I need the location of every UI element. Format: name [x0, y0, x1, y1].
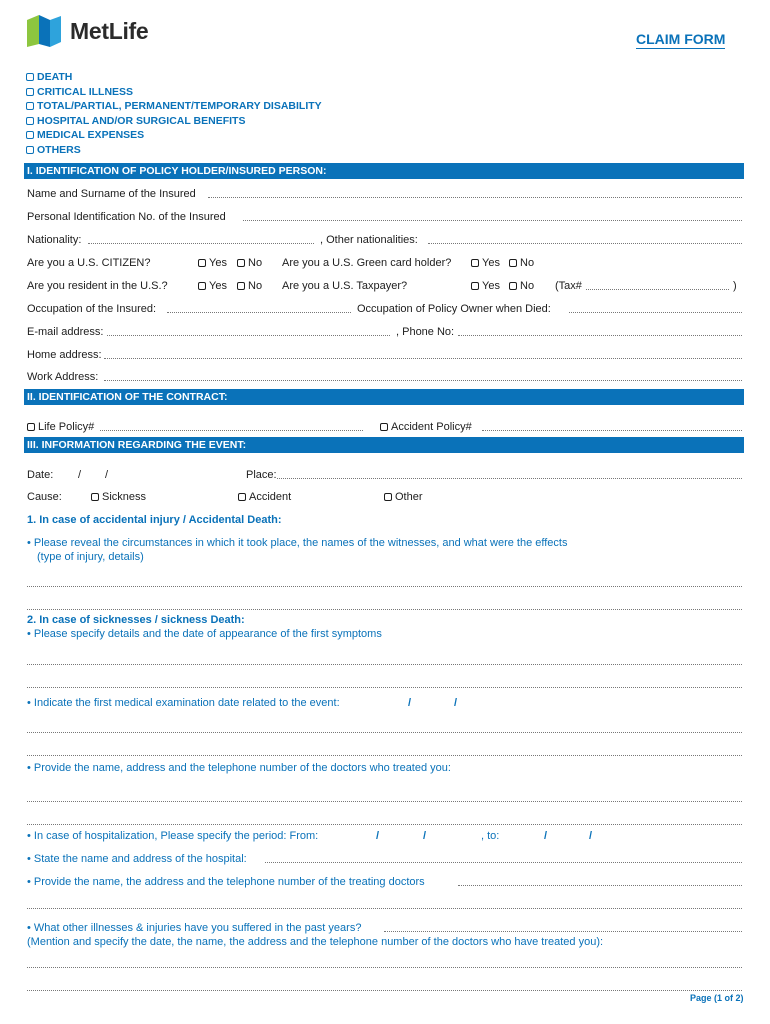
q1-text: • Please reveal the circumstances in which it took place, the names of the witnesses, and what were the effects	[27, 537, 568, 549]
us-resident-yes[interactable]: Yes	[198, 280, 227, 292]
checkbox[interactable]	[380, 423, 388, 431]
checkbox[interactable]	[238, 493, 246, 501]
personal-id-field[interactable]	[243, 220, 742, 221]
checkbox[interactable]	[471, 259, 479, 267]
treating-doctors-field[interactable]	[458, 885, 742, 886]
taxpayer-no[interactable]: No	[509, 280, 534, 292]
q2-text: • Please specify details and the date of appearance of the first symptoms	[27, 628, 382, 640]
checkbox[interactable]	[26, 146, 34, 154]
label-phone: , Phone No:	[396, 326, 455, 338]
label-work-address: Work Address:	[27, 371, 99, 383]
life-policy-option[interactable]: Life Policy#	[27, 421, 94, 433]
illnesses-field[interactable]	[384, 931, 742, 932]
checkbox[interactable]	[26, 88, 34, 96]
checkbox[interactable]	[91, 493, 99, 501]
illnesses-label: • What other illnesses & injuries have you suffered in the past years?	[27, 922, 362, 934]
label-us-taxpayer: Are you a U.S. Taxpayer?	[282, 280, 408, 292]
q1-text-cont: (type of injury, details)	[37, 551, 144, 563]
green-card-yes[interactable]: Yes	[471, 257, 500, 269]
checkbox[interactable]	[237, 282, 245, 290]
claim-type-item[interactable]: OTHERS	[26, 143, 322, 158]
tax-number-field[interactable]	[586, 289, 729, 290]
date-separator: /	[544, 830, 548, 842]
hospitalization-label: • In case of hospitalization, Please specify the period: From:	[27, 830, 319, 842]
label-other-nationalities: , Other nationalities:	[320, 234, 418, 246]
date-separator: /	[105, 469, 109, 481]
claim-type-item[interactable]: DEATH	[26, 70, 322, 85]
checkbox[interactable]	[26, 73, 34, 81]
label-date: Date:	[27, 469, 54, 481]
label-email: E-mail address:	[27, 326, 104, 338]
green-card-no[interactable]: No	[509, 257, 534, 269]
label-insured-name: Name and Surname of the Insured	[27, 188, 196, 200]
life-policy-field[interactable]	[100, 430, 363, 431]
hospital-field[interactable]	[265, 862, 742, 863]
us-citizen-no[interactable]: No	[237, 257, 262, 269]
section-2-header: II. IDENTIFICATION OF THE CONTRACT:	[24, 389, 744, 405]
exam-date-label: • Indicate the first medical examination date related to the event:	[27, 697, 340, 709]
section-3-header: III. INFORMATION REGARDING THE EVENT:	[24, 437, 744, 453]
checkbox[interactable]	[27, 423, 35, 431]
label-occupation-owner: Occupation of Policy Owner when Died:	[357, 303, 551, 315]
date-separator: /	[408, 697, 412, 709]
cause-sickness[interactable]: Sickness	[91, 491, 146, 503]
q1-answer-line[interactable]	[27, 586, 742, 587]
illnesses-answer-line[interactable]	[27, 967, 742, 968]
doctors-label: • Provide the name, address and the telephone number of the doctors who treated you:	[27, 762, 451, 774]
checkbox[interactable]	[237, 259, 245, 267]
q2-title: 2. In case of sicknesses / sickness Death:	[27, 614, 245, 626]
checkbox[interactable]	[26, 102, 34, 110]
checkbox[interactable]	[509, 259, 517, 267]
section-1-header: I. IDENTIFICATION OF POLICY HOLDER/INSURED PERSON:	[24, 163, 744, 179]
claim-type-list	[26, 70, 322, 157]
place-field[interactable]	[277, 478, 742, 479]
us-resident-no[interactable]: No	[237, 280, 262, 292]
q2-answer-line[interactable]	[27, 664, 742, 665]
accident-policy-option[interactable]: Accident Policy#	[380, 421, 472, 433]
home-address-field[interactable]	[104, 358, 742, 359]
occupation-owner-field[interactable]	[569, 312, 742, 313]
label-green-card: Are you a U.S. Green card holder?	[282, 257, 452, 269]
cause-accident[interactable]: Accident	[238, 491, 291, 503]
label-place: Place:	[246, 469, 277, 481]
date-separator: /	[589, 830, 593, 842]
exam-answer-line[interactable]	[27, 755, 742, 756]
q1-title: 1. In case of accidental injury / Accidental Death:	[27, 514, 282, 526]
checkbox[interactable]	[26, 131, 34, 139]
page-number: Page (1 of 2)	[690, 993, 744, 1003]
tax-close-paren: )	[733, 280, 737, 292]
label-home-address: Home address:	[27, 349, 102, 361]
illnesses-label-cont: (Mention and specify the date, the name, the address and the telephone number of the doctors who have treated you):	[27, 936, 604, 948]
checkbox[interactable]	[384, 493, 392, 501]
q1-answer-line[interactable]	[27, 609, 742, 610]
email-field[interactable]	[107, 335, 390, 336]
hospital-label: • State the name and address of the hospital:	[27, 853, 247, 865]
cause-other[interactable]: Other	[384, 491, 423, 503]
checkbox[interactable]	[198, 259, 206, 267]
brand-name: MetLife	[70, 17, 149, 44]
exam-answer-line[interactable]	[27, 732, 742, 733]
insured-name-field[interactable]	[208, 197, 742, 198]
label-personal-id: Personal Identification No. of the Insured	[27, 211, 226, 223]
date-separator: /	[454, 697, 458, 709]
phone-field[interactable]	[458, 335, 742, 336]
metlife-logo-icon	[26, 14, 62, 48]
checkbox[interactable]	[198, 282, 206, 290]
label-us-resident: Are you resident in the U.S.?	[27, 280, 168, 292]
treating-doctors-line[interactable]	[27, 908, 742, 909]
hospitalization-to-label: , to:	[481, 830, 500, 842]
date-separator: /	[376, 830, 380, 842]
doctors-answer-line[interactable]	[27, 801, 742, 802]
us-citizen-yes[interactable]: Yes	[198, 257, 227, 269]
label-nationality: Nationality:	[27, 234, 82, 246]
doctors-answer-line[interactable]	[27, 824, 742, 825]
label-tax-number: (Tax#	[555, 280, 582, 292]
nationality-field[interactable]	[88, 243, 314, 244]
metlife-logo	[26, 14, 148, 48]
other-nationalities-field[interactable]	[428, 243, 742, 244]
occupation-insured-field[interactable]	[167, 312, 351, 313]
checkbox[interactable]	[471, 282, 479, 290]
work-address-field[interactable]	[104, 380, 742, 381]
q2-answer-line[interactable]	[27, 687, 742, 688]
label-occupation-insured: Occupation of the Insured:	[27, 303, 157, 315]
checkbox[interactable]	[509, 282, 517, 290]
checkbox[interactable]	[26, 117, 34, 125]
label-us-citizen: Are you a U.S. CITIZEN?	[27, 257, 151, 269]
label-cause: Cause:	[27, 491, 62, 503]
claim-type-item[interactable]: CRITICAL ILLNESS	[26, 85, 322, 100]
taxpayer-yes[interactable]: Yes	[471, 280, 500, 292]
claim-type-item[interactable]: HOSPITAL AND/OR SURGICAL BENEFITS	[26, 114, 322, 129]
illnesses-answer-line[interactable]	[27, 990, 742, 991]
form-title: CLAIM FORM	[636, 31, 726, 47]
treating-doctors-label: • Provide the name, the address and the telephone number of the treating doctors	[27, 876, 425, 888]
claim-type-item[interactable]: TOTAL/PARTIAL, PERMANENT/TEMPORARY DISABILITY	[26, 99, 322, 114]
date-separator: /	[423, 830, 427, 842]
claim-type-item[interactable]: MEDICAL EXPENSES	[26, 128, 322, 143]
accident-policy-field[interactable]	[482, 430, 742, 431]
date-separator: /	[78, 469, 82, 481]
